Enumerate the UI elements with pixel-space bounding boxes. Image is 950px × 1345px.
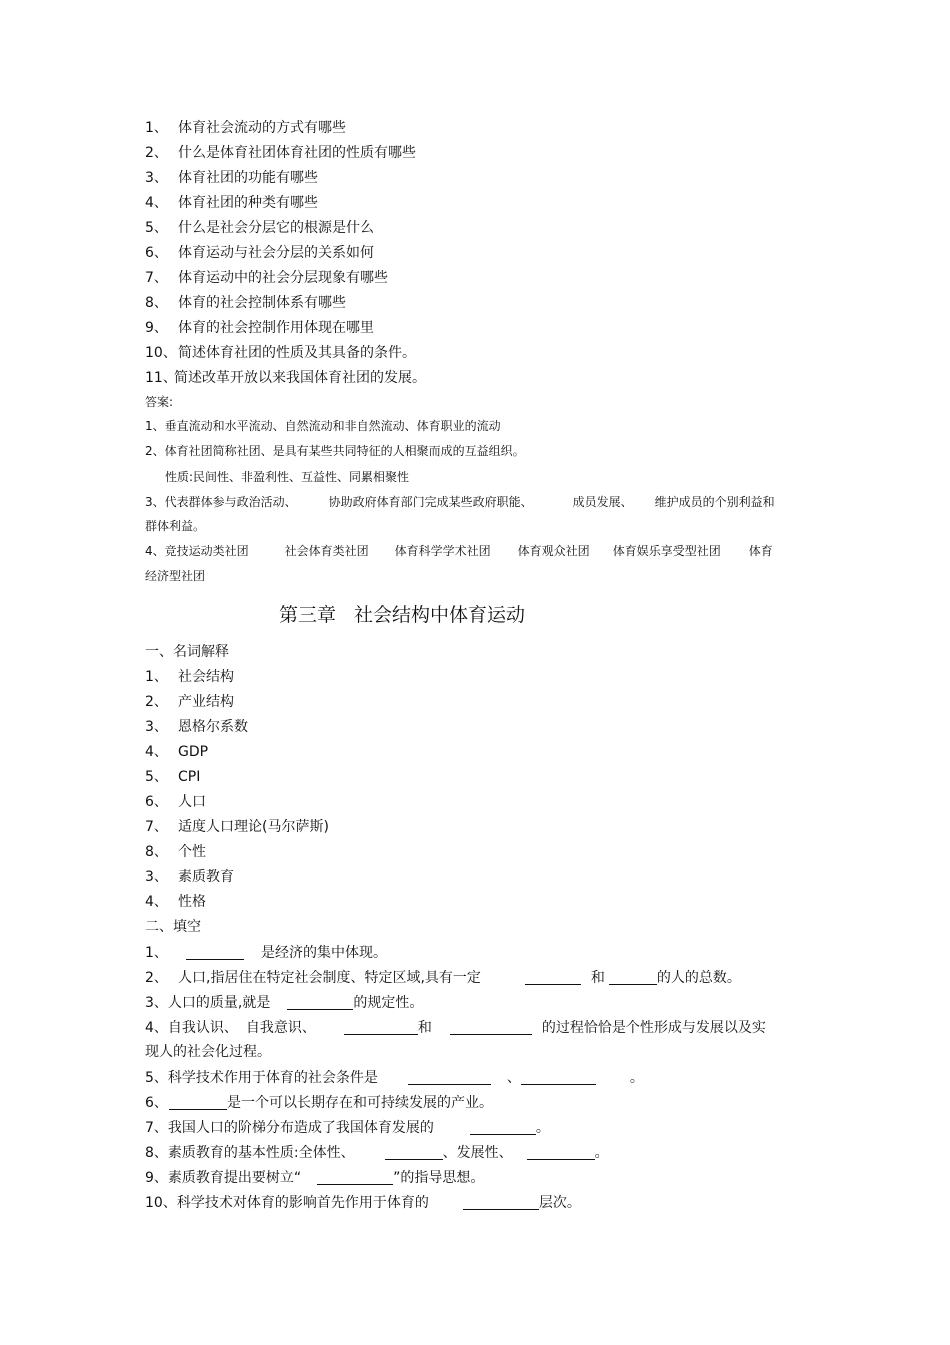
question-text: 简述改革开放以来我国体育社团的发展。	[174, 370, 426, 386]
fill-text: 的人的总数。	[656, 970, 741, 986]
question-number: 2、	[145, 145, 168, 161]
question-number: 7、	[145, 270, 168, 286]
term-number: 3、	[145, 719, 168, 735]
question-number: 4、	[145, 195, 168, 211]
fill-number: 2、	[145, 970, 168, 986]
fill-text: 是一个可以长期存在和可持续发展的产业。	[227, 1095, 493, 1111]
fill-text: ”的指导思想。	[393, 1170, 485, 1186]
fill-item-8	[145, 1145, 609, 1160]
question-item	[145, 146, 416, 160]
fill-text: 、发展性、	[442, 1145, 513, 1161]
fill-blank	[525, 970, 581, 985]
fill-blank	[408, 1070, 491, 1085]
question-text: 体育运动中的社会分层现象有哪些	[178, 270, 388, 286]
fill-item-5	[145, 1070, 644, 1085]
question-item	[145, 246, 374, 260]
fill-text: 5、科学技术作用于体育的社会条件是	[145, 1070, 378, 1086]
fill-text: 层次。	[538, 1195, 581, 1211]
fill-blank	[609, 970, 657, 985]
chapter-name: 社会结构中体育运动	[354, 604, 526, 626]
term-item	[145, 895, 206, 909]
answer-4-continued: 经济型社团	[145, 569, 206, 583]
fill-blank	[521, 1070, 596, 1085]
term-number: 3、	[145, 869, 168, 885]
answer-2-nature: 性质:民间性、非盈利性、互益性、同累相聚性	[165, 470, 410, 484]
question-text: 什么是社会分层它的根源是什么	[178, 220, 374, 236]
question-text: 体育社团的种类有哪些	[178, 195, 318, 211]
fill-text: 。	[629, 1070, 644, 1086]
question-number: 11、	[145, 370, 177, 386]
term-number: 1、	[145, 669, 168, 685]
fill-item-3	[145, 995, 423, 1010]
fill-blank	[385, 1145, 443, 1160]
term-number: 4、	[145, 894, 168, 910]
question-text: 简述体育社团的性质及其具备的条件。	[178, 345, 416, 361]
fill-item-4-continued: 现人的社会化过程。	[145, 1044, 271, 1060]
answer-4-part: 体育	[748, 544, 773, 558]
term-text: 人口	[178, 794, 206, 810]
answer-4-part: 4、竞技运动类社团	[145, 544, 249, 558]
term-number: 8、	[145, 844, 168, 860]
question-item	[145, 371, 426, 385]
term-text: 素质教育	[178, 869, 234, 885]
fill-text: 人口,指居住在特定社会制度、特定区域,具有一定	[178, 970, 481, 986]
question-item	[145, 271, 388, 285]
fill-item-1	[145, 945, 387, 960]
question-text: 什么是体育社团体育社团的性质有哪些	[178, 145, 416, 161]
term-item	[145, 695, 234, 709]
answer-3	[145, 496, 775, 508]
term-text: 社会结构	[178, 669, 234, 685]
fill-blank	[287, 995, 353, 1010]
fill-text: 和	[417, 1020, 432, 1036]
question-number: 1、	[145, 120, 168, 136]
answer-4-part: 体育科学学术社团	[394, 544, 491, 558]
answer-3-part: 成员发展、	[572, 495, 633, 509]
question-text: 体育的社会控制作用体现在哪里	[178, 320, 374, 336]
chapter-number: 第三章	[279, 604, 337, 626]
term-number: 2、	[145, 694, 168, 710]
fill-blank	[317, 1170, 393, 1185]
fill-text: 10、科学技术对体育的影响首先作用于体育的	[145, 1195, 429, 1211]
term-item	[145, 745, 208, 759]
fill-item-6	[145, 1095, 493, 1110]
term-item	[145, 720, 248, 734]
question-text: 体育运动与社会分层的关系如何	[178, 245, 374, 261]
answer-1: 1、垂直流动和水平流动、自然流动和非自然流动、体育职业的流动	[145, 419, 501, 433]
question-number: 9、	[145, 320, 168, 336]
term-item	[145, 820, 329, 834]
question-number: 6、	[145, 245, 168, 261]
term-number: 6、	[145, 794, 168, 810]
answer-4	[145, 545, 773, 557]
fill-text: 9、素质教育提出要树立“	[145, 1170, 302, 1186]
question-item	[145, 346, 416, 360]
fill-blank	[169, 1095, 227, 1110]
question-item	[145, 321, 374, 335]
term-text: CPI	[178, 769, 201, 785]
section-heading: 二、填空	[145, 919, 201, 935]
question-item	[145, 121, 346, 135]
answer-4-part: 体育娱乐享受型社团	[612, 544, 721, 558]
chapter-title	[279, 606, 525, 625]
fill-blank	[450, 1020, 532, 1035]
answer-3-part: 协助政府体育部门完成某些政府职能、	[328, 495, 533, 509]
term-text: 产业结构	[178, 694, 234, 710]
fill-text: 4、自我认识、	[145, 1020, 238, 1036]
question-text: 体育社团的功能有哪些	[178, 170, 318, 186]
term-text: 性格	[178, 894, 206, 910]
fill-text: 的过程恰恰是个性形成与发展以及实	[541, 1020, 766, 1036]
answers-label: 答案:	[145, 395, 174, 409]
fill-blank	[470, 1120, 536, 1135]
question-number: 10、	[145, 345, 177, 361]
term-item	[145, 795, 206, 809]
fill-text: 是经济的集中体现。	[261, 945, 387, 961]
term-item	[145, 770, 200, 784]
fill-blank	[463, 1195, 539, 1210]
question-item	[145, 171, 318, 185]
question-number: 8、	[145, 295, 168, 311]
fill-item-7	[145, 1120, 550, 1135]
fill-text: 3、人口的质量,就是	[145, 995, 271, 1011]
fill-text: 7、我国人口的阶梯分布造成了我国体育发展的	[145, 1120, 434, 1136]
fill-blank	[527, 1145, 595, 1160]
term-text: GDP	[178, 744, 209, 760]
term-number: 5、	[145, 769, 168, 785]
section-heading: 一、名词解释	[145, 644, 229, 660]
fill-text: 和	[590, 970, 605, 986]
term-item	[145, 870, 234, 884]
fill-item-10	[145, 1195, 581, 1210]
answer-3-part: 3、代表群体参与政治活动、	[145, 495, 297, 509]
fill-number: 1、	[145, 945, 168, 961]
question-item	[145, 221, 374, 235]
question-number: 3、	[145, 170, 168, 186]
fill-text: 自我意识、	[245, 1020, 316, 1036]
answer-2: 2、体育社团简称社团、是具有某些共同特征的人相聚而成的互益组织。	[145, 444, 525, 458]
fill-text: 。	[594, 1145, 609, 1161]
answer-4-part: 社会体育类社团	[284, 544, 369, 558]
question-item	[145, 296, 346, 310]
fill-text: 的规定性。	[353, 995, 424, 1011]
question-text: 体育的社会控制体系有哪些	[178, 295, 346, 311]
term-text: 恩格尔系数	[178, 719, 248, 735]
fill-item-4	[145, 1020, 766, 1035]
fill-blank	[344, 1020, 418, 1035]
answer-3-continued: 群体利益。	[145, 519, 206, 533]
answer-4-part: 体育观众社团	[517, 544, 590, 558]
answer-3-part: 维护成员的个别利益和	[654, 495, 775, 509]
term-text: 适度人口理论(马尔萨斯)	[178, 819, 329, 835]
fill-text: 。	[535, 1120, 550, 1136]
term-text: 个性	[178, 844, 206, 860]
fill-item-9	[145, 1170, 484, 1185]
question-item	[145, 196, 318, 210]
term-number: 4、	[145, 744, 168, 760]
term-item	[145, 845, 206, 859]
question-number: 5、	[145, 220, 168, 236]
fill-blank	[186, 945, 244, 960]
term-number: 7、	[145, 819, 168, 835]
fill-text: 8、素质教育的基本性质:全体性、	[145, 1145, 355, 1161]
question-text: 体育社会流动的方式有哪些	[178, 120, 346, 136]
fill-number: 6、	[145, 1095, 168, 1111]
term-item	[145, 670, 234, 684]
fill-text: 、	[506, 1070, 521, 1086]
fill-item-2	[145, 970, 741, 985]
